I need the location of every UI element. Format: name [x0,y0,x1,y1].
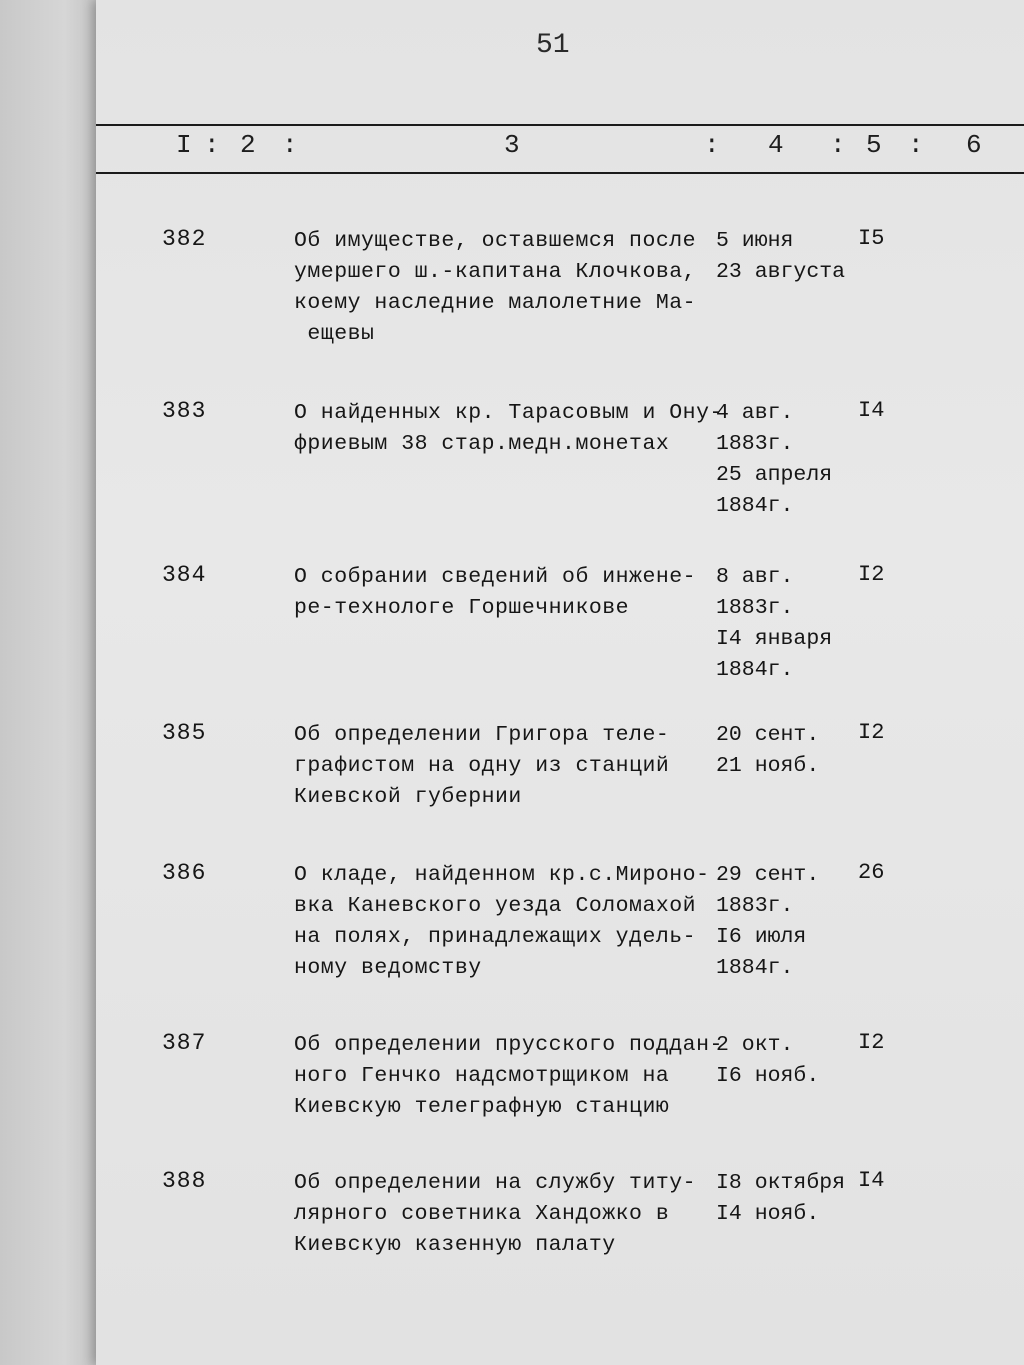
column-header-4: 4 [768,130,784,160]
entry-number: 388 [162,1168,207,1194]
column-separator: : [830,130,846,160]
entry-number: 386 [162,860,207,886]
entry-description: О найденных кр. Тарасовым и Ону- фриевым 38 стар.медн.монетах [294,401,723,456]
adjacent-page-edge [0,0,108,1365]
entry-description: Об определении на службу титу- лярного советника Хандожко в Киевскую казенную палату [294,1171,697,1257]
entry-description: О собрании сведений об инжене- ре-технологе Горшечникове [294,565,697,620]
entry-number: 384 [162,562,207,588]
entry-sheet-count: I4 [858,398,885,423]
column-separator: : [204,130,220,160]
entry-sheet-count: 26 [858,860,885,885]
entry-dates: 29 сент. 1883г. I6 июля 1884г. [716,863,820,980]
column-separator: : [704,130,720,160]
entry-dates: 2 окт. I6 нояб. [716,1033,820,1088]
column-separator: : [282,130,298,160]
entry-sheet-count: I2 [858,562,885,587]
entry-number: 385 [162,720,207,746]
entry-description: О кладе, найденном кр.с.Мироно- вка Каневского уезда Соломахой на полях, принадлежащих удель- ному ведомству [294,863,710,980]
column-header-6: 6 [966,130,982,160]
entry-dates: 4 авг. 1883г. 25 апреля 1884г. [716,401,833,518]
entry-sheet-count: I5 [858,226,885,251]
entry-dates: 20 сент. 21 нояб. [716,723,820,778]
entry-description: Об определении Григора теле- графистом на одну из станций Киевской губернии [294,723,670,809]
entry-number: 383 [162,398,207,424]
entry-dates: I8 октября I4 нояб. [716,1171,846,1226]
entry-dates: 5 июня 23 августа [716,229,846,284]
header-rule-top [96,124,1024,126]
column-header-1: I [176,130,192,160]
entry-description: Об определении прусского поддан- ного Генчко надсмотрщиком на Киевскую телеграфную станцию [294,1033,723,1119]
header-rule-bottom [96,172,1024,174]
document-page [96,0,1024,1365]
column-header-2: 2 [240,130,256,160]
entry-sheet-count: I2 [858,1030,885,1055]
entry-number: 387 [162,1030,207,1056]
column-header-5: 5 [866,130,882,160]
entry-description: Об имуществе, оставшемся после умершего ш.-капитана Клочкова, коему наследние малолетние Ма- ещевы [294,229,697,346]
entry-sheet-count: I4 [858,1168,885,1193]
entry-dates: 8 авг. 1883г. I4 января 1884г. [716,565,833,682]
entry-sheet-count: I2 [858,720,885,745]
page-number: 51 [536,30,570,61]
entry-number: 382 [162,226,207,252]
column-header-3: 3 [504,130,520,160]
column-separator: : [908,130,924,160]
